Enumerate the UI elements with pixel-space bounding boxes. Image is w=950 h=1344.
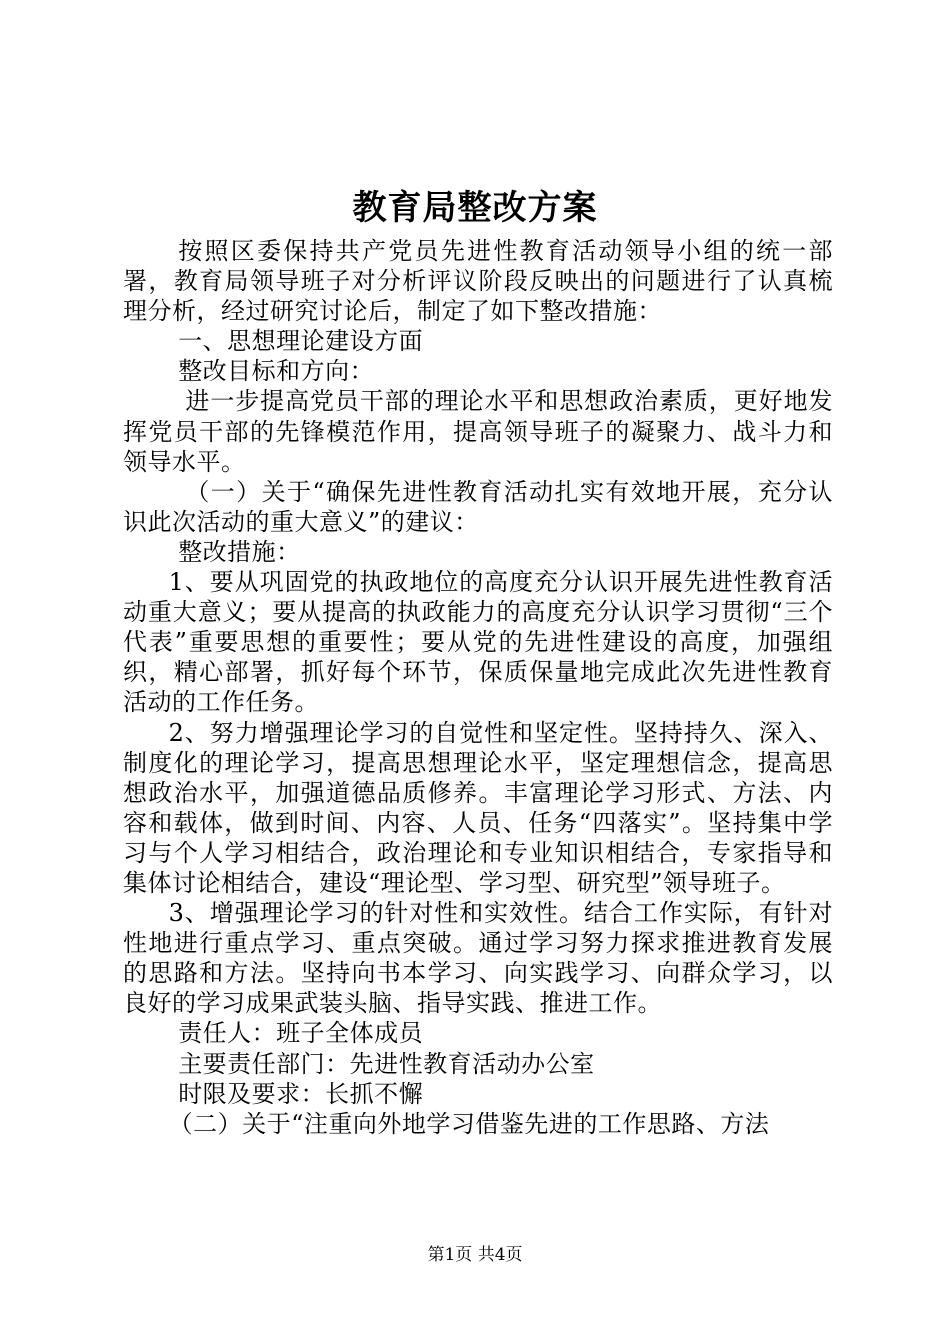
measure-1: 1、要从巩固党的执政地位的高度充分认识开展先进性教育活动重大意义；要从提高的执政能力的高度充分认识学习贯彻“三个代表”重要思想的重要性；要从党的先进性建设的高度，加强组织，精心部署，抓好每个环节，保质保量地完成此次先进性教育活动的工作任务。 bbox=[123, 568, 833, 717]
paragraph-intro: 按照区委保持共产党员先进性教育活动领导小组的统一部署，教育局领导班子对分析评议阶段反映出的问题进行了认真梳理分析，经过研究讨论后，制定了如下整改措施： bbox=[123, 237, 833, 326]
section-heading-1: 一、思想理论建设方面 bbox=[178, 327, 424, 356]
responsible-person: 责任人：班子全体成员 bbox=[178, 1019, 424, 1048]
item-heading-1: （一）关于“确保先进性教育活动扎实有效地开展，充分认识此次活动的重大意义”的建议： bbox=[123, 477, 833, 536]
paragraph-goal: 进一步提高党员干部的理论水平和思想政治素质，更好地发挥党员干部的先锋模范作用，提高领导班子的凝聚力、战斗力和领导水平。 bbox=[123, 387, 833, 476]
measure-2: 2、努力增强理论学习的自觉性和坚定性。坚持持久、深入、制度化的理论学习，提高思想理论水平，坚定理想信念，提高思想政治水平，加强道德品质修养。丰富理论学习形式、方法、内容和载体，做到时间、内容、人员、任务“四落实”。坚持集中学习与个人学习相结合，政治理论和专业知识相结合，专家指导和集体讨论相结合，建设“理论型、学习型、研究型”领导班子。 bbox=[123, 718, 833, 897]
responsible-department: 主要责任部门：先进性教育活动办公室 bbox=[178, 1049, 595, 1078]
measure-3: 3、增强理论学习的针对性和实效性。结合工作实际，有针对性地进行重点学习、重点突破。通过学习努力探求推进教育发展的思路和方法。坚持向书本学习、向实践学习、向群众学习，以良好的学习成果武装头脑、指导实践、推进工作。 bbox=[123, 899, 833, 1018]
item-heading-2: （二）关于“注重向外地学习借鉴先进的工作思路、方法 bbox=[168, 1109, 770, 1138]
time-limit: 时限及要求：长抓不懈 bbox=[178, 1079, 424, 1108]
document-title: 教育局整改方案 bbox=[352, 188, 598, 228]
subheading-measures: 整改措施： bbox=[178, 537, 301, 566]
subheading-goal: 整改目标和方向： bbox=[178, 357, 375, 386]
page-footer: 第1页 共4页 bbox=[427, 1245, 523, 1265]
document-body bbox=[123, 236, 833, 1139]
